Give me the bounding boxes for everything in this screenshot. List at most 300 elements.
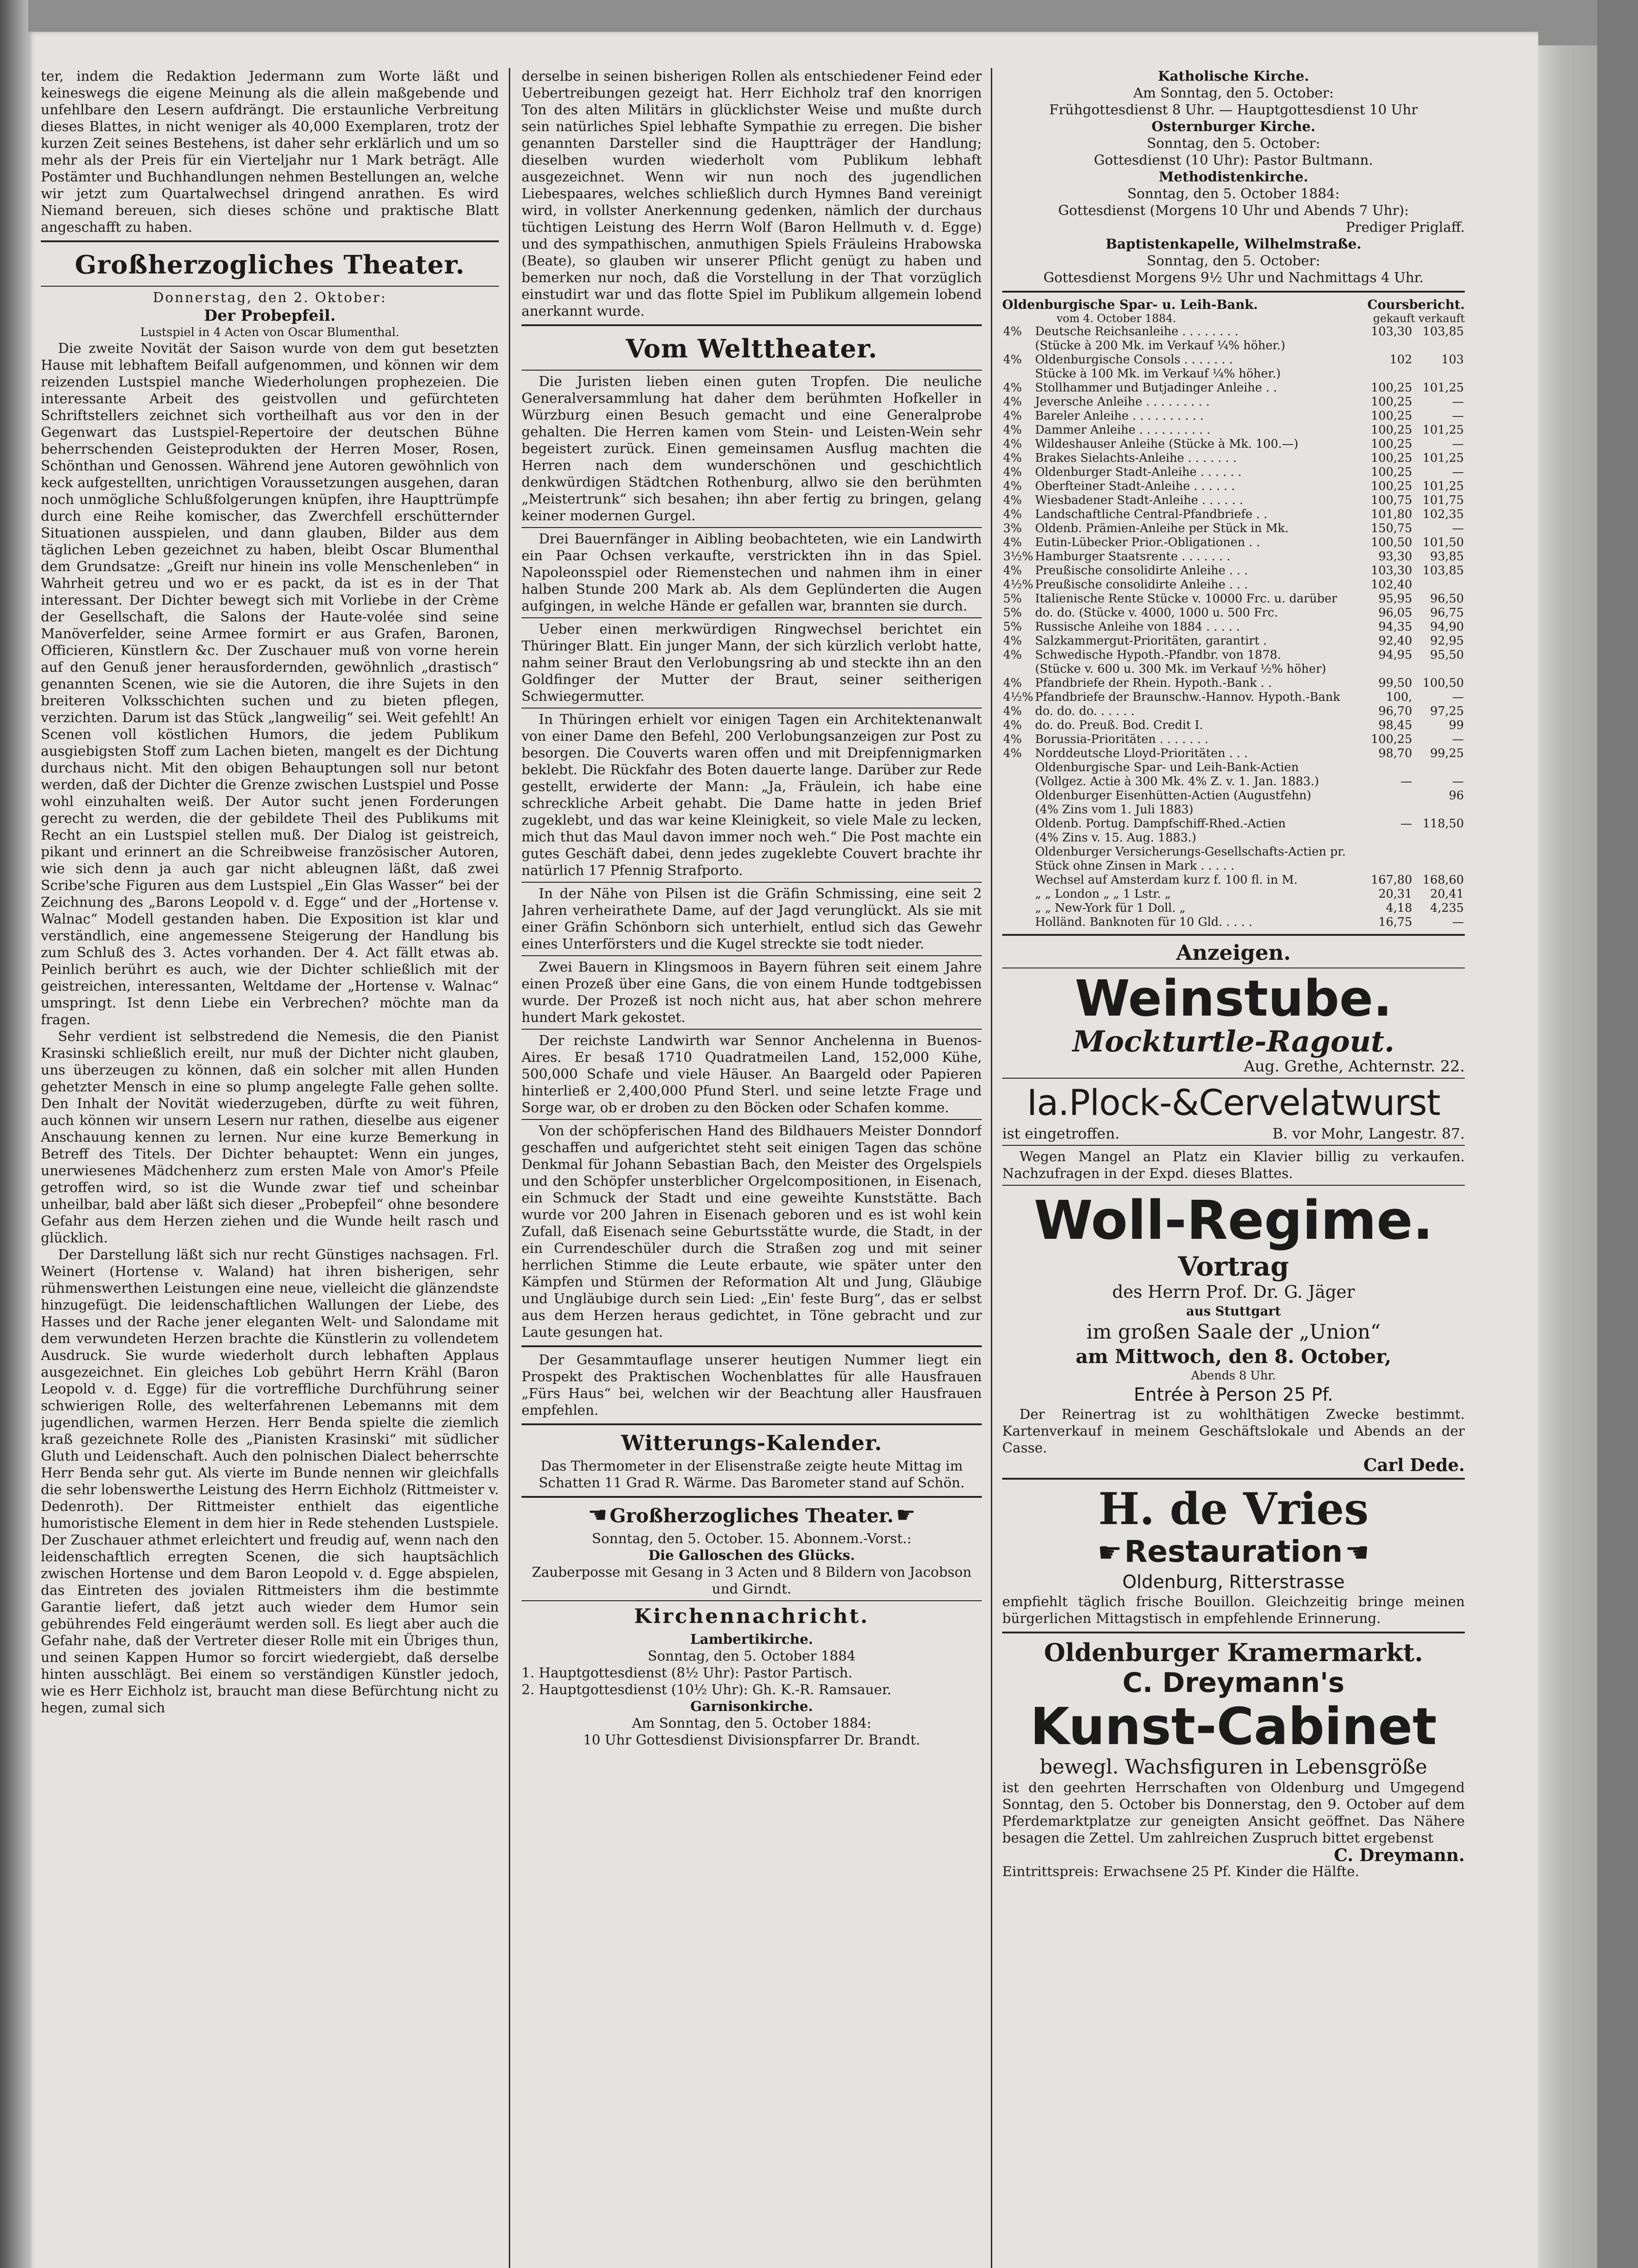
course-buy: 102 (1389, 353, 1412, 367)
course-buy: 98,45 (1378, 719, 1412, 732)
ad-address: Aug. Grethe, Achternstr. 22. (1243, 1057, 1465, 1075)
ad-text: Der Reinertrag ist zu wohlthätigen Zwecke bestimmt. Kartenverkauf in meinem Geschäftslokale und Abends an der Casse. (1002, 1407, 1465, 1456)
course-name: Salzkammergut-Prioritäten, garantirt . (1035, 634, 1267, 648)
news-item: Drei Bauernfänger in Aibling beobachteten, wie ein Landwirth ein Paar Ochsen verkaufte, verstrickten ihn in das Spiel. Napoleonsspiel oder Riemenstechen und nahmen ihm in einer halben Stunde 200 Mark ab. Als dem Geplünderten die Augen aufgingen, in welche Hände er gefallen war, brannten sie durch. (522, 531, 982, 614)
course-row (1002, 733, 1465, 747)
section-heading: Großherzogliches Theater. (609, 1505, 894, 1527)
course-percent (1002, 873, 1034, 887)
course-buy: 20,31 (1378, 887, 1412, 901)
church-name: Garnisonkirche. (690, 1699, 813, 1715)
divider (1002, 1185, 1465, 1186)
course-sell: 96,75 (1430, 606, 1464, 620)
divider (522, 708, 982, 709)
service-date: Am Sonntag, den 5. October 1884: (632, 1716, 872, 1731)
course-name: Bareler Anleihe . . . . . . . . . . (1035, 409, 1204, 423)
course-row (1002, 662, 1465, 676)
course-buy: 100,75 (1371, 494, 1412, 507)
course-percent: 4% (1003, 437, 1022, 451)
course-buy (1361, 845, 1413, 859)
service-date: Sonntag, den 5. October: (1146, 253, 1321, 269)
play-subtitle: Lustspiel in 4 Acten von Oscar Blumenthal. (140, 326, 400, 339)
course-percent: 4% (1003, 465, 1022, 479)
service-line: Gottesdienst Morgens 9½ Uhr und Nachmittags 4 Uhr. (1043, 270, 1424, 286)
play-title: Die Galloschen des Glücks. (648, 1548, 855, 1564)
course-percent: 5% (1003, 606, 1022, 620)
course-name: Brakes Sielachts-Anleihe . . . . . . . (1035, 451, 1237, 465)
course-name: (4% Zins vom 1. Juli 1883) (1035, 803, 1194, 816)
course-sell (1413, 803, 1465, 817)
article-text: derselbe in seinen bisherigen Rollen als entschiedener Feind eder Uebertreibungen gezeigt hat. Herr Eichholz traf den knorrigen Ton des alten Militärs in glücklichster Weise und mußte durch sein natürliches Spiel lebhafte Sympathie zu erregen. Die bisher genannten Darsteller sind die Hauptträger der Handlung; dieselben wurden wiederholt vom Publikum lebhaft ausgezeichnet. Wenn wir nun noch des jugendlichen Liebespaares, welches schließlich durch Hymnes Band vereinigt wird, in vollster Anerkennung gedenken, nämlich der durchaus tüchtigen Leistung des Herrn Wolf (Baron Hellmuth v. d. Egge) und des sympathischen, anmuthigen Spiels Fräuleins Hrabowska (Beate), so glauben wir unserer Pflicht genügt zu haben und bemerken nur noch, daß die Vorstellung in der That vorzüglich einstudirt war und das flotte Spiel im Publikum allgemein lobend anerkannt wurde. (522, 68, 982, 319)
course-row (1002, 409, 1465, 423)
course-sell (1413, 662, 1465, 676)
divider (522, 1600, 982, 1601)
course-row (1002, 325, 1465, 339)
ad-address: Oldenburg, Ritterstrasse (1122, 1572, 1345, 1593)
course-row (1002, 550, 1465, 564)
course-sell (1413, 859, 1465, 873)
course-row (1002, 620, 1465, 634)
course-buy (1361, 339, 1413, 353)
ad-price: Entrée à Person 25 Pf. (1134, 1384, 1333, 1405)
course-sell: 168,60 (1423, 873, 1464, 887)
divider (522, 1119, 982, 1120)
service-line: Gottesdienst (10 Uhr): Pastor Bultmann. (1094, 152, 1373, 168)
course-sell: 99,25 (1430, 747, 1464, 760)
weather-text: Das Thermometer in der Elisenstraße zeigte heute Mittag im Schatten 11 Grad R. Wärme. Das Barometer stand auf Schön. (538, 1458, 965, 1491)
course-row (1002, 831, 1465, 845)
course-sell: — (1452, 522, 1464, 535)
church-name: Osternburger Kirche. (1151, 119, 1316, 135)
course-buy (1361, 761, 1413, 775)
course-buy: 98,70 (1378, 747, 1412, 760)
course-name: Preußische consolidirte Anleihe . . . (1035, 578, 1248, 591)
ad-speaker: des Herrn Prof. Dr. G. Jäger (1112, 1282, 1355, 1302)
course-sell: 94,90 (1430, 620, 1464, 634)
col-label-sell: verkauft (1418, 312, 1465, 325)
course-name: Russische Anleihe von 1884 . . . . . (1035, 620, 1240, 634)
course-name: Schwedische Hypoth.-Pfandbr. von 1878. (1035, 648, 1281, 662)
course-sell: 20,41 (1430, 887, 1464, 901)
course-row (1002, 451, 1465, 465)
ad-vortrag: Vortrag (1178, 1251, 1289, 1282)
ad-title: Weinstube. (1075, 969, 1392, 1027)
course-table (1002, 325, 1465, 929)
course-sell (1413, 761, 1465, 775)
course-buy: 4,18 (1386, 901, 1412, 915)
ad-note: ist eingetroffen. (1002, 1125, 1120, 1142)
news-item: Von der schöpferischen Hand des Bildhauers Meister Donndorf geschaffen und aufgerichtet steht seit einigen Tagen das schöne Denkmal für Johann Sebastian Bach, den Meister des Orgelspiels und den Schöpfer unsterblicher Orgelcompositionen, in Eisenach, ein Schmuck der Stadt und eine geweihte Kunststätte. Bach wurde vor 200 Jahren in Eisenach geboren und es ist wohl kein Zufall, daß Eisenach seine Geburtsstätte wurde, die Stadt, in der ein Currendeschüler durch die Straßen zog und mit seiner herrlichen Stimme die Leute erbaute, wie später unter den Kämpfen und Stürmen der Reformation Alt und Jung, Gläubige und Ungläubige durch sein Lied: „Ein' feste Burg“, das er selbst aus dem Herzen heraus gedichtet, in Töne gebracht und zur Laute gesungen hat. (522, 1123, 982, 1340)
divider (1002, 291, 1465, 293)
course-sell: — (1452, 437, 1464, 451)
ad-text: Wegen Mangel an Platz ein Klavier billig zu verkaufen. Nachzufragen in der Expd. dieses Blattes. (1002, 1149, 1465, 1182)
course-percent (1002, 339, 1034, 353)
course-row (1002, 817, 1465, 831)
course-row (1002, 775, 1465, 789)
course-sell: — (1452, 733, 1464, 746)
course-name: Landschaftliche Central-Pfandbriefe . . (1035, 508, 1268, 521)
course-buy (1361, 789, 1413, 803)
course-sell (1413, 339, 1465, 353)
course-sell: — (1452, 690, 1464, 704)
course-name: Italienische Rente Stücke v. 10000 Frc. u. darüber (1035, 592, 1337, 606)
course-percent: 4% (1003, 395, 1022, 409)
ad-text: empfiehlt täglich frische Bouillon. Gleichzeitig bringe meinen bürgerlichen Mittagstisch in empfehlende Erinnerung. (1002, 1594, 1465, 1627)
course-row (1002, 915, 1465, 929)
course-buy: 100,25 (1371, 451, 1412, 465)
course-sell: 103,85 (1423, 564, 1464, 577)
divider (522, 370, 982, 371)
course-name: Hamburger Staatsrente . . . . . . . (1035, 550, 1230, 563)
section-heading: Witterungs-Kalender. (621, 1431, 882, 1455)
course-name: Jeversche Anleihe . . . . . . . . . (1035, 395, 1210, 409)
divider (1002, 1632, 1465, 1633)
course-row (1002, 690, 1465, 704)
course-percent: 3½% (1003, 550, 1034, 563)
course-buy: 100,25 (1371, 733, 1412, 746)
course-sell: 97,25 (1430, 704, 1464, 718)
ad-subtitle: bewegl. Wachsfiguren in Lebensgröße (1039, 1755, 1428, 1779)
course-buy: 100,25 (1371, 395, 1412, 409)
ad-name: C. Dreymann's (1122, 1667, 1345, 1699)
course-row (1002, 564, 1465, 578)
course-name: Borussia-Prioritäten . . . . . . . (1035, 733, 1209, 746)
course-sell: 101,25 (1423, 381, 1464, 395)
course-percent (1002, 789, 1034, 803)
ad-subtitle: Restauration (1124, 1534, 1343, 1569)
scan-background (1597, 0, 1638, 2268)
course-sell: 102,35 (1423, 508, 1464, 521)
course-buy: 92,40 (1378, 634, 1412, 648)
pointing-hand-icon: ☚ (1345, 1537, 1370, 1569)
church-name: Methodistenkirche. (1159, 169, 1308, 185)
service-line: 1. Hauptgottesdienst (8½ Uhr): Pastor Partisch. (522, 1665, 853, 1681)
course-percent: 4% (1003, 564, 1022, 577)
course-buy: 99,50 (1378, 676, 1412, 690)
course-name: Oldenburgische Consols . . . . . . . (1035, 353, 1233, 367)
course-percent (1002, 761, 1034, 775)
news-item: Die Juristen lieben einen guten Tropfen. Die neuliche Generalversammlung hat daher dem berühmten Hofkeller in Würzburg einen Besuch gemacht und eine Generalprobe gehalten. Die Herren kamen vom Stein- und Leisten-Wein sehr begeistert zurück. Einen gemeinsamen Ausflug machten die Herren nach dem wunderschönen und geschichtlich denkwürdigen Städtchen Rothenburg, allwo sie den berühmten „Meistertrunk“ sich besahen; ihn aber fertig zu bringen, gelang keiner modernen Gurgel. (522, 374, 982, 524)
column-1 (41, 68, 499, 2268)
course-buy (1361, 367, 1413, 381)
service-line: Frühgottesdienst 8 Uhr. — Hauptgottesdienst 10 Uhr (1049, 102, 1418, 118)
course-row (1002, 634, 1465, 648)
performance-date: Sonntag, den 5. October. 15. Abonnem.-Vorst.: (592, 1531, 912, 1547)
report-date: vom 4. October 1884. (1057, 312, 1176, 325)
ad-title: Ia.Plock-&Cervelatwurst (1027, 1083, 1440, 1124)
course-sell: 95,50 (1430, 648, 1464, 662)
course-row (1002, 887, 1465, 901)
course-name: Oldenburger Eisenhütten-Actien (Augustfehn) (1035, 789, 1311, 802)
course-percent (1002, 775, 1034, 789)
course-percent: 4% (1003, 508, 1022, 521)
course-buy (1361, 803, 1413, 817)
service-line: 10 Uhr Gottesdienst Divisionspfarrer Dr. Brandt. (583, 1732, 921, 1748)
column-rule (509, 68, 510, 2268)
course-row (1002, 747, 1465, 761)
course-row (1002, 719, 1465, 733)
news-item: Zwei Bauern in Klingsmoos in Bayern führen seit einem Jahre einen Prozeß über eine Gans, die von einem Hunde todtgebissen wurde. Der Prozeß ist noch nicht aus, hat aber schon mehrere hundert Mark gekostet. (522, 959, 982, 1026)
course-buy: 100,25 (1371, 465, 1412, 479)
course-name: Oldenb. Portug. Dampfschiff-Rhed.-Actien (1035, 817, 1286, 831)
course-buy: 103,30 (1371, 564, 1412, 577)
column-3 (1002, 68, 1465, 2268)
course-percent (1002, 901, 1034, 915)
course-name: Norddeutsche Lloyd-Prioritäten . . . (1035, 747, 1248, 760)
course-sell: 99 (1448, 719, 1464, 732)
service-line: 2. Hauptgottesdienst (10½ Uhr): Gh. K.-R. Ramsauer. (522, 1682, 892, 1698)
course-buy: 100,25 (1371, 423, 1412, 437)
divider (522, 527, 982, 528)
ad-text: ist den geehrten Herrschaften von Oldenburg und Umgegend Sonntag, den 5. October bis Donnerstag, den 9. October auf dem Pferdemarktplatze zur geneigten Ansicht geöffnet. Das Nähere besagen die Zettel. Um zahlreichen Zuspruch bittet ergebenst (1002, 1780, 1465, 1846)
course-sell: 101,50 (1423, 536, 1464, 549)
divider (522, 1029, 982, 1030)
column-rule (991, 68, 992, 2268)
course-percent: 4% (1003, 451, 1022, 465)
ad-date: am Mittwoch, den 8. October, (1075, 1345, 1392, 1368)
course-row (1002, 578, 1465, 592)
course-name: (Stücke v. 600 u. 300 Mk. im Verkauf ½% höher) (1035, 662, 1326, 676)
course-percent (1002, 803, 1034, 817)
course-sell: 100,50 (1423, 676, 1464, 690)
course-sell (1413, 831, 1465, 845)
course-row (1002, 395, 1465, 409)
course-buy: 167,80 (1371, 873, 1412, 887)
ad-footer (1002, 1125, 1465, 1142)
course-sell: 101,25 (1423, 479, 1464, 493)
course-sell: — (1452, 465, 1464, 479)
church-name: Baptistenkapelle, Wilhelmstraße. (1105, 236, 1362, 252)
review-paragraph: Die zweite Novität der Saison wurde von dem gut besetzten Hause mit lebhaftem Beifall aufgenommen, und können wir dem reizenden Lustspiel manche Wiederholungen prophezeien. Die interessante Arbeit des geistvollen und gefürchteten Schriftstellers zeichnet sich vortheilhaft aus vor den in der Gegenwart das Lustspiel-Repertoire der deutschen Bühne beherrschenden Geisteprodukten der Herren Moser, Rosen, Schönthan und Genossen. Während jene Autoren gewöhnlich von keck aufgestellten, unrichtigen Voraussetzungen ausgehen, daran noch unmögliche Schlußfolgerungen knüpfen, ihre Haupttrümpfe durch eine Reihe komischer, das Zwerchfell erschütternder Situationen ausspielen, und dann glauben, Bilder aus dem täglichen Leben gezeichnet zu haben, bleibt Oscar Blumenthal dem Grundsatze: „Greift nur hinein ins volle Menschenleben“ in Wahrheit getreu und wo er es packt, da ist es in der That interessant. Der Dichter bewegt sich mit Vorliebe in der Crème der Gesellschaft, die Salons der Haute-volée sind seine Manöverfelder, seine Armee formirt er aus Grafen, Baronen, Officieren, Künstlern &c. Der Zuschauer muß von vorne herein auf den Genuß jener herausfordernden, gewöhnlich „drastisch“ genannten Scenen, wie sie die Autoren, die ihre Sujets in den breiteren Volksschichten suchen und zu bieten pflegen, verzichten. Darum ist das Stück „langweilig“ sei. Weit gefehlt! An Scenen voll köstlichen Humors, die jedem Publikum ausgiebigsten Stoff zum Lachen bieten, mangelt es der Dichtung durchaus nicht. Mit den obigen Behauptungen soll nur betont werden, daß der Dichter die Grenze zwischen Lustspiel und Posse wohl einzuhalten weiß. Der Autor sucht jenen Forderungen gerecht zu werden, die der gebildete Theil des Publikums mit Recht an ein Lustspiel stellen muß. Der Dialog ist geistreich, pikant und erinnert an die Schreibweise französischer Autoren, wie sich denn ja auch gar nicht ableugnen läßt, daß zwei Scribe'sche Figuren aus dem Lustspiel „Ein Glas Wasser“ bei der Zeichnung des „Barons Leopold v. d. Egge“ und der „Hortense v. Walnac“ Modell gestanden haben. Die Exposition ist klar und verständlich, eine angemessene Steigerung der Handlung bis zum Schluß des 3. Actes vorhanden. Der 4. Act fällt etwas ab. Peinlich berührt es auch, wie der Dichter schließlich mit der geistreichen, interessanten, Weltdame der „Hortense v. Walnac“ umspringt. Ist denn Liebe ein Verbrechen? möchte man da fragen. (41, 341, 499, 1028)
article-text: ter, indem die Redaktion Jedermann zum Worte läßt und keineswegs die eigene Meinung als die allein maßgebende und unfehlbare den Lesern aufdrängt. Die erstaunliche Verbreitung dieses Blattes, in nicht weniger als 40,000 Exemplaren, trotz der kurzen Zeit seines Bestehens, ist daher sehr erklärlich und um so mehr als der Preis für ein Vierteljahr nur 1 Mark beträgt. Alle Postämter und Buchhandlungen nehmen Bestellungen an, welche wir jetzt zum Quartalwechsel dringend anrathen. Es wird Niemand bereuen, sich dieses schöne und praktische Blatt angeschafft zu haben. (41, 68, 499, 235)
course-row (1002, 592, 1465, 606)
divider (522, 1423, 982, 1425)
ad-address: B. vor Mohr, Langestr. 87. (1272, 1125, 1465, 1142)
course-row (1002, 353, 1465, 367)
course-name: Oldenburgische Spar- und Leih-Bank-Actien (1035, 761, 1299, 774)
section-heading: Kirchennachricht. (634, 1605, 869, 1628)
course-sell: 103,85 (1423, 325, 1464, 338)
course-percent: 4% (1003, 479, 1022, 493)
course-buy: 16,75 (1378, 915, 1412, 929)
divider (1002, 1478, 1465, 1480)
book-binding (0, 0, 28, 2268)
ad-time: Abends 8 Uhr. (1191, 1369, 1276, 1383)
course-row (1002, 522, 1465, 536)
course-buy: 100,25 (1371, 381, 1412, 395)
course-row (1002, 676, 1465, 690)
section-heading: Vom Welttheater. (625, 334, 878, 364)
course-name: Pfandbriefe der Rhein. Hypoth.-Bank . . (1035, 676, 1272, 690)
ad-header: Oldenburger Kramermarkt. (1044, 1638, 1423, 1667)
col-label-buy: gekauft (1373, 312, 1415, 325)
course-row (1002, 704, 1465, 719)
ad-banner (1002, 1534, 1465, 1569)
review-paragraph: Sehr verdient ist selbstredend die Nemesis, die den Pianist Krasinski schließlich ereilt, nur muß der Dichter nicht glauben, uns überzeugen zu können, daß ein solcher mit allen Hunden gehetzter Mensch in eine so plump angelegte Falle gehen sollte. Den Inhalt der Novität wiederzugeben, dürfte zu weit führen, auch können wir unsern Lesern nur rathen, dieselbe aus eigener Anschauung kennen zu lernen. Nur eine kurze Bemerkung in Betreff des Titels. Der Dichter behauptet: Wenn ein junges, unerwiesenes Mädchenherz zum ersten Male von Amor's Pfeile getroffen wird, so ist die Wunde zwar tief und scheinbar unheilbar, bald aber läßt sich dieser „Probepfeil“ ohne besondere Gefahr aus dem Herzen ziehen und die Wunde heilt rasch und glücklich. (41, 1029, 499, 1246)
course-sell: — (1452, 775, 1464, 788)
course-buy: 100,50 (1371, 536, 1412, 549)
pointing-hand-icon: ☛ (1097, 1537, 1122, 1569)
divider (1002, 1078, 1465, 1079)
service-date: Am Sonntag, den 5. October: (1133, 85, 1334, 101)
course-percent: 4% (1003, 747, 1022, 760)
divider (522, 1345, 982, 1347)
course-percent: 3% (1003, 522, 1022, 535)
course-name: do. do. Preuß. Bod. Credit I. (1035, 719, 1203, 732)
course-percent (1002, 845, 1034, 859)
divider (522, 882, 982, 883)
course-sell (1413, 845, 1465, 859)
course-buy: 103,30 (1371, 325, 1412, 338)
course-buy: 95,95 (1378, 592, 1412, 606)
course-sell (1413, 578, 1465, 592)
service-date: Sonntag, den 5. October: (1146, 136, 1321, 152)
course-row (1002, 803, 1465, 817)
course-row (1002, 367, 1465, 381)
course-sell: 92,95 (1430, 634, 1464, 648)
date-line: Donnerstag, den 2. Oktober: (153, 290, 387, 306)
course-percent (1002, 887, 1034, 901)
course-row (1002, 508, 1465, 522)
course-name: do. do. (Stücke v. 4000, 1000 u. 500 Frc. (1035, 606, 1278, 620)
course-percent: 4% (1003, 704, 1022, 718)
course-row (1002, 873, 1465, 887)
preacher: Prediger Priglaff. (1346, 220, 1465, 235)
course-sell: 118,50 (1423, 817, 1464, 831)
ad-title: Kunst-Cabinet (1030, 1697, 1437, 1756)
service-line: Gottesdienst (Morgens 10 Uhr und Abends 7 Uhr): (1058, 203, 1409, 219)
course-row (1002, 437, 1465, 451)
course-sell: — (1452, 409, 1464, 423)
course-buy: 150,75 (1371, 522, 1412, 535)
theater-header (522, 1502, 982, 1528)
course-sell: 4,235 (1430, 901, 1464, 915)
service-date: Sonntag, den 5. October 1884 (648, 1648, 856, 1664)
ad-subtitle: Mockturtle-Ragout. (1072, 1025, 1394, 1059)
course-buy (1361, 859, 1413, 873)
course-name: Stücke à 100 Mk. im Verkauf ¼% höher.) (1035, 367, 1281, 381)
course-name: Dammer Anleihe . . . . . . . . . . (1035, 423, 1211, 437)
course-name: Wildeshauser Anleihe (Stücke à Mk. 100.—) (1035, 437, 1298, 451)
divider (522, 955, 982, 956)
course-buy: 102,40 (1371, 578, 1412, 591)
course-buy: 94,35 (1378, 620, 1412, 634)
course-percent: 4% (1003, 381, 1022, 395)
course-name: Pfandbriefe der Braunschw.-Hannov. Hypoth.-Bank (1035, 690, 1341, 704)
section-heading: Großherzogliches Theater. (74, 250, 465, 280)
course-percent: 4% (1003, 494, 1022, 507)
course-percent: 5% (1003, 592, 1022, 606)
ad-title: Woll-Regime. (1034, 1189, 1433, 1251)
column-2 (522, 68, 982, 2268)
course-row (1002, 339, 1465, 353)
course-sell: 93,85 (1430, 550, 1464, 563)
course-sell (1413, 367, 1465, 381)
notice: Der Gesammtauflage unserer heutigen Nummer liegt ein Prospekt des Praktischen Wochenblattes für alle Hausfrauen „Fürs Haus“ bei, welchen wir der Beachtung aller Hausfrauen empfehlen. (522, 1352, 982, 1418)
course-percent (1002, 662, 1034, 676)
course-name: (Vollgez. Actie à 300 Mk. 4% Z. v. 1. Jan. 1883.) (1035, 775, 1319, 788)
course-percent: 4½% (1003, 578, 1034, 591)
course-buy: 100, (1386, 690, 1412, 704)
course-row (1002, 761, 1465, 775)
course-sell: 96,50 (1430, 592, 1464, 606)
course-name: Stück ohne Zinsen in Mark . . . . . (1035, 859, 1234, 873)
divider (522, 324, 982, 326)
divider (41, 286, 499, 287)
course-percent: 4% (1003, 423, 1022, 437)
course-sell: 96 (1448, 789, 1464, 802)
course-buy (1361, 831, 1413, 845)
course-name: Oldenburger Stadt-Anleihe . . . . . . (1035, 465, 1242, 479)
course-buy: 96,05 (1378, 606, 1412, 620)
course-buy: 93,30 (1378, 550, 1412, 563)
course-percent (1002, 859, 1034, 873)
course-name: do. do. do. . . . . . (1035, 704, 1135, 718)
course-row (1002, 479, 1465, 494)
course-name: Oberfteiner Stadt-Anleihe . . . . . . (1035, 479, 1235, 493)
course-row (1002, 901, 1465, 915)
course-percent (1002, 367, 1034, 381)
ad-signature: C. Dreymann. (1334, 1845, 1465, 1865)
divider (522, 617, 982, 618)
course-buy: — (1400, 817, 1412, 831)
course-name: Deutsche Reichsanleihe . . . . . . . . (1035, 325, 1238, 338)
course-percent: 4% (1003, 648, 1022, 662)
course-buy: 96,70 (1378, 704, 1412, 718)
course-name: Oldenburger Versicherungs-Gesellschafts-Actien pr. (1035, 845, 1346, 859)
church-name: Katholische Kirche. (1158, 68, 1309, 84)
course-row (1002, 845, 1465, 859)
course-name: Wiesbadener Stadt-Anleihe . . . . . . (1035, 494, 1243, 507)
course-buy: 94,95 (1378, 648, 1412, 662)
course-percent: 4% (1003, 719, 1022, 732)
ad-venue: im großen Saale der „Union“ (1086, 1320, 1381, 1344)
news-item: In der Nähe von Pilsen ist die Gräfin Schmissing, eine seit 2 Jahren verheirathete Dame, auf der Jagd verunglückt. Als sie mit einer Gräfin Schönborn sich unterhielt, entlud sich das Gewehr eines Unterförsters und die Kugel streckte sie todt nieder. (522, 886, 982, 952)
course-row (1002, 648, 1465, 662)
course-row (1002, 859, 1465, 873)
ad-signature: Carl Dede. (1363, 1455, 1465, 1475)
course-name: Stollhammer und Butjadinger Anleihe . . (1035, 381, 1277, 395)
course-sell: — (1452, 395, 1464, 409)
course-name: (4% Zins v. 15. Aug. 1883.) (1035, 831, 1196, 845)
pointing-hand-icon: ☚ (588, 1502, 608, 1528)
course-row (1002, 789, 1465, 803)
course-name: Holländ. Banknoten für 10 Gld. . . . . (1035, 915, 1253, 929)
course-name: Preußische consolidirte Anleihe . . . (1035, 564, 1248, 577)
column-labels (1373, 312, 1465, 325)
course-name: (Stücke à 200 Mk. im Verkauf ¼% höher.) (1035, 339, 1286, 352)
ad-price: Eintrittspreis: Erwachsene 25 Pf. Kinder die Hälfte. (1002, 1864, 1360, 1880)
service-date: Sonntag, den 5. October 1884: (1127, 186, 1340, 202)
ad-origin: aus Stuttgart (1186, 1304, 1281, 1319)
course-row (1002, 606, 1465, 620)
course-percent (1002, 915, 1034, 929)
pointing-hand-icon: ☛ (896, 1502, 916, 1528)
news-item: In Thüringen erhielt vor einigen Tagen ein Architektenanwalt von einer Dame den Befehl, 200 Verlobungsanzeigen zur Post zu besorgen. Die Couverts waren offen und mit Dreipfennigmarken beklebt. Die Rückfahr des Boten dauerte lange. Darüber zur Rede gestellt, erwiderte der Mann: „Ja, Fräulein, ich habe eine schreckliche Arbeit gehabt. Die Dame hatte in jeden Brief zugeklebt, und das war keine Kleinigkeit, so viele Male zu lecken, mich thut das Maul davon immer noch weh.“ Die Post machte ein gutes Geschäft dabei, denn jedes zugeklebte Couvert brachte ihr natürlich 17 Pfennig Strafporto. (522, 712, 982, 879)
course-buy: 100,25 (1371, 479, 1412, 493)
news-item: Der reichste Landwirth war Sennor Anchelenna in Buenos-Aires. Er besaß 1710 Quadratmeilen Land, 152,000 Kühe, 500,000 Schafe und viele Häuser. An Baargeld oder Papieren hinterließ er 2,400,000 Pfund Sterl. und seine letzte Frage und Sorge war, ob er droben zu den Böcken oder Schafen komme. (522, 1033, 982, 1116)
course-row (1002, 423, 1465, 437)
play-title: Der Probepfeil. (204, 307, 336, 325)
course-buy (1361, 662, 1413, 676)
course-percent: 5% (1003, 620, 1022, 634)
course-percent: 4% (1003, 536, 1022, 549)
course-percent: 4% (1003, 676, 1022, 690)
review-paragraph: Der Darstellung läßt sich nur recht Günstiges nachsagen. Frl. Weinert (Hortense v. Waland) hat ihren bisherigen, sehr rühmenswerthen Leistungen eine neue, vielleicht die glänzendste hinzugefügt. Die leidenschaftlichen Wallungen der Liebe, des Hasses und der Rache jener eleganten Welt- und Salondame mit dem verwundeten Herzen brachte die Künstlerin zu vollendetem Ausdruck. Sie wurde wiederholt durch lebhaften Applaus ausgezeichnet. Ein gleiches Lob gebührt Herrn Krähl (Baron Leopold v. d. Egge) für die vortreffliche Durchführung seiner schwierigen Rolle, des welterfahrenen Lebemanns mit dem jugendlichen, warmen Herzen. Herr Benda spielte die ziemlich kraß gezeichnete Rolle des „Pianisten Krasinski“ mit südlicher Gluth und Leidenschaft. Auch den polnischen Dialect beherrschte Herr Benda sehr gut. Als vierte im Bunde nennen wir gleichfalls die sehr lobenswerthe Leistung des Herrn Eichholz (Rittmeister v. Dedenroth). Der Rittmeister enthielt das eigentliche humoristische Element in dem hier in Rede stehenden Lustspiele. Der Zuschauer athmet erleichtert und freudig auf, wenn nach den leidenschaftlich erregten Scenen, die sich hauptsächlich zwischen Hortense und dem Baron Leopold v. d. Egge abspielen, das Eintreten des jovialen Rittmeisters ihm die bestimmte Garantie liefert, daß jetzt auch wieder dem Humor sein gebührendes Feld eingeräumt werden soll. Es liegt aber auch die Gefahr nahe, daß der Vertreter dieser Rolle mit ein Übriges thun, und seinen Kappen Humor so forcirt wiedergiebt, daß derselbe hinten ausschlägt. Bei einem so verständigen Künstler jedoch, wie es Herr Eichholz ist, braucht man diese Befürchtung nicht zu hegen, zumal sich (41, 1247, 499, 1716)
course-sell: 101,25 (1423, 451, 1464, 465)
course-percent (1002, 817, 1034, 831)
course-sell: — (1452, 915, 1464, 929)
course-percent: 4% (1003, 733, 1022, 746)
